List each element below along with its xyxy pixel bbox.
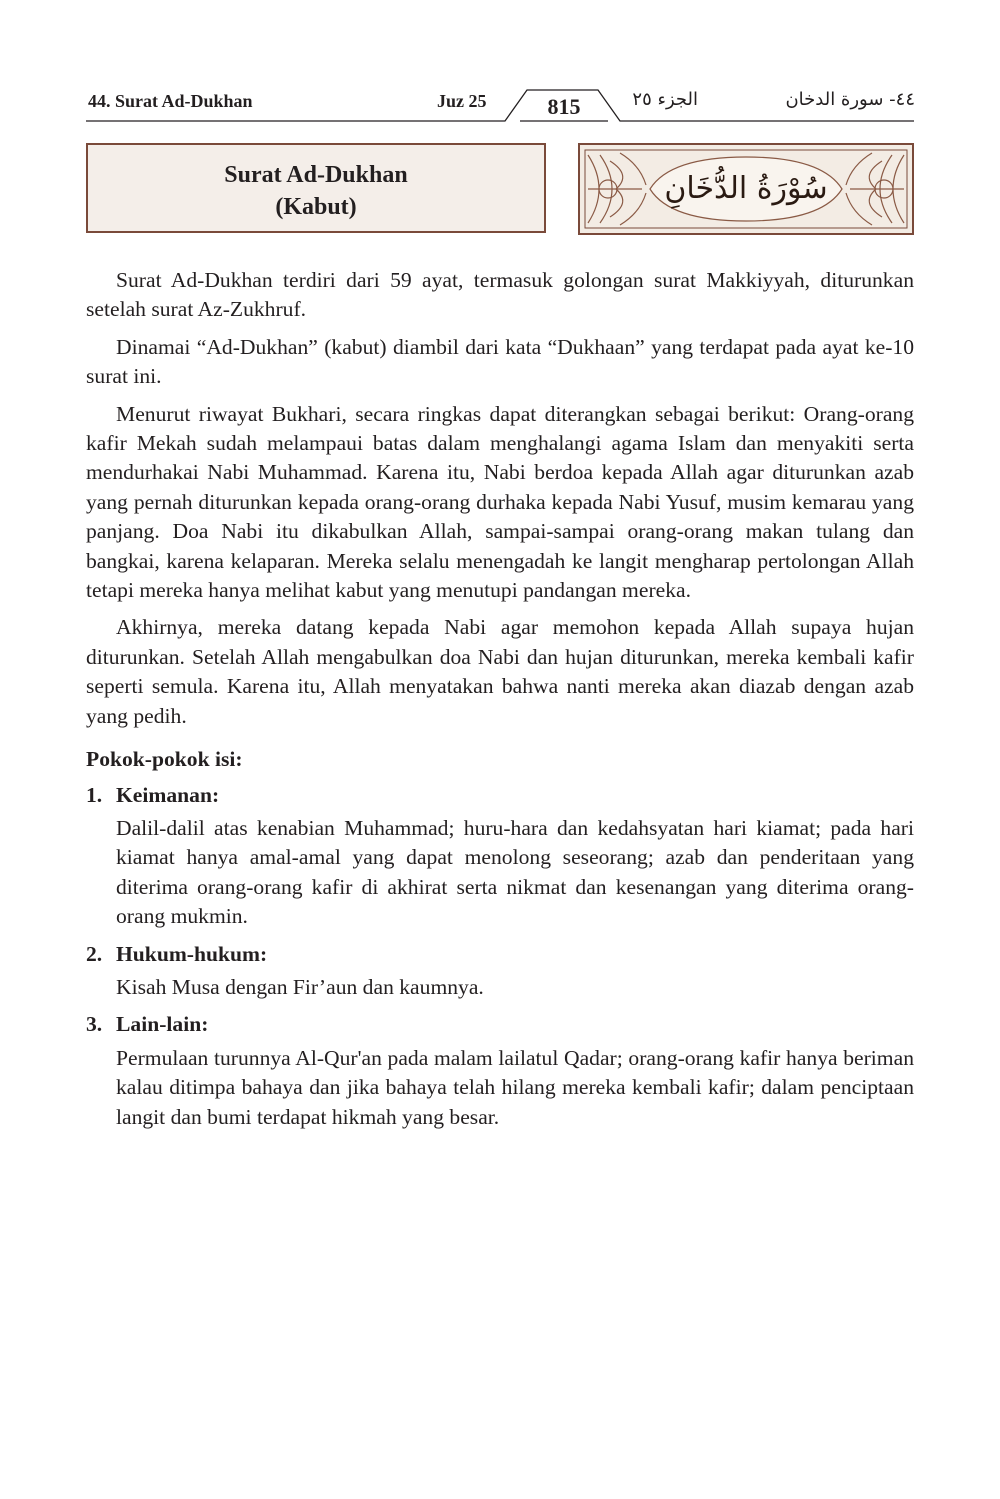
surah-title: Surat Ad-Dukhan [224,162,408,188]
surah-ornament-panel [578,143,914,235]
running-head-surah: 44. Surat Ad-Dukhan [88,91,253,111]
conclusion-paragraph: Akhirnya, mereka datang kepada Nabi agar memohon kepada Allah supaya hujan diturunkan. Setelah Allah mengabulkan doa Nabi dan hujan diturunkan, mereka kembali kafir seperti semula. Karena itu, Allah menyatakan bahwa nanti mereka akan diazab dengan azab yang pedih. [86,615,914,728]
list-item-title: Lain-lain: [116,1012,209,1037]
list-item-title: Hukum-hukum: [116,941,268,966]
list-item [86,781,914,932]
page-number: 815 [547,94,581,119]
intro-paragraph: Surat Ad-Dukhan terdiri dari 59 ayat, termasuk golongan surat Makkiyyah, diturunkan setelah surat Az-Zukhruf. [86,268,914,322]
running-head-surah-arabic: ٤٤- سورة الدخان [785,89,915,110]
section-heading: Pokok-pokok isi: [86,747,243,772]
surah-subtitle: (Kabut) [275,194,357,220]
running-head-juz-arabic: الجزء ٢٥ [632,89,698,110]
list-item-number: 2. [86,941,103,966]
list-item-title: Keimanan: [116,782,220,807]
naming-paragraph: Dinamai “Ad-Dukhan” (kabut) diambil dari kata “Dukhaan” yang terdapat pada ayat ke-10 surat ini. [86,334,914,389]
list-item-text: Permulaan turunnya Al-Qur'an pada malam lailatul Qadar; orang-orang kafir hanya beriman kalau ditimpa bahaya dan jika bahaya telah hilang mereka kembali kafir; dalam penciptaan langit dan bumi terdapat hikmah yang besar. [116,1045,914,1129]
list-item-text: Kisah Musa dengan Fir’aun dan kaumnya. [116,974,484,999]
list-item-number: 3. [86,1012,103,1037]
list-item-number: 1. [86,782,103,807]
list-item [86,940,914,1003]
body-text [86,266,914,1140]
history-paragraph: Menurut riwayat Bukhari, secara ringkas dapat diterangkan sebagai berikut: Orang-orang kafir Mekah sudah melampaui batas dalam menghalangi agama Islam dan menyakiti serta mendurhakai Nabi Muhammad. Karena itu, Nabi berdoa kepada Allah agar diturunkan azab yang pernah diturunkan kepada orang-orang durhaka kepada Nabi Yusuf, musim kemarau yang panjang. Doa Nabi itu dikabulkan Allah, sampai-sampai orang-orang makan tulang dan bangkai, karena kelaparan. Mereka selalu menengadah ke langit mengharap pertolongan Allah tetapi mereka hanya melihat kabut yang menutupi pandangan mereka. [86,401,914,603]
list-item-text: Dalil-dalil atas kenabian Muhammad; huru-hara dan kedahsyatan hari kiamat; pada hari kiamat hanya amal-amal yang dapat menolong seseorang; azab dan penderitaan yang diterima orang-orang kafir di akhirat serta nikmat dan kesenangan yang diterima orang-orang mukmin. [116,815,914,929]
surah-name-arabic: سُوْرَةُ الدُّخَانِ [664,171,828,206]
surah-title-box [86,143,546,233]
running-head-juz: Juz 25 [437,91,487,111]
list-item [86,1010,914,1132]
